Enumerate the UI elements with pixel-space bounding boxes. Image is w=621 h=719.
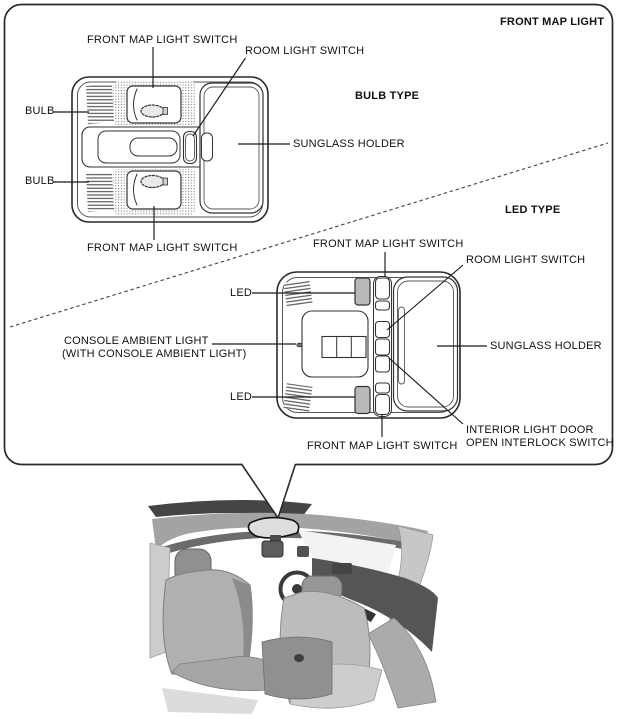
bulb-bottom-label: BULB <box>25 175 55 187</box>
led-front-map-switch-bottom-label: FRONT MAP LIGHT SWITCH <box>307 440 458 452</box>
interlock-switch-label-line1: INTERIOR LIGHT DOOR <box>466 424 594 436</box>
bulb-top-shape <box>141 105 164 117</box>
led-front-map-switch-top-label: FRONT MAP LIGHT SWITCH <box>313 238 464 250</box>
led-room-light-switch-label: ROOM LIGHT SWITCH <box>466 254 586 266</box>
bulb-console-diagram <box>72 77 268 222</box>
vent-grille-bottom <box>86 172 114 212</box>
console-ambient-light-shape <box>297 343 302 347</box>
car-interior-illustration <box>148 500 438 714</box>
vent-grille-top <box>86 84 114 124</box>
center-console <box>262 637 332 699</box>
led-top-label: LED <box>230 287 252 299</box>
led-type-heading: LED TYPE <box>505 204 561 216</box>
overhead-console-target <box>248 518 298 538</box>
led-bottom-label: LED <box>230 391 252 403</box>
room-light-switch-shape <box>184 132 197 164</box>
sunglass-holder-shape <box>200 83 263 213</box>
console-ambient-light-label-line1: CONSOLE AMBIENT LIGHT <box>64 335 209 347</box>
rearview-mirror <box>262 541 283 557</box>
interlock-switch-label-line2: OPEN INTERLOCK SWITCH <box>466 437 614 449</box>
led-sunglass-holder-label: SUNGLASS HOLDER <box>490 340 602 352</box>
page-title: FRONT MAP LIGHT <box>500 16 605 28</box>
bulb-sunglass-holder-label: SUNGLASS HOLDER <box>293 138 405 150</box>
led-top-shape <box>355 278 370 305</box>
bulb-type-heading: BULB TYPE <box>355 90 420 102</box>
switch-strip <box>374 277 392 417</box>
led-bottom-shape <box>355 387 370 414</box>
console-ambient-light-label-line2: (WITH CONSOLE AMBIENT LIGHT) <box>62 348 247 360</box>
bulb-room-light-switch-label: ROOM LIGHT SWITCH <box>245 45 365 57</box>
bulb-bottom-shape <box>141 176 164 188</box>
bulb-front-map-switch-top-label: FRONT MAP LIGHT SWITCH <box>87 34 238 46</box>
bulb-top-label: BULB <box>25 105 55 117</box>
bulb-front-map-switch-bottom-label: FRONT MAP LIGHT SWITCH <box>87 242 238 254</box>
